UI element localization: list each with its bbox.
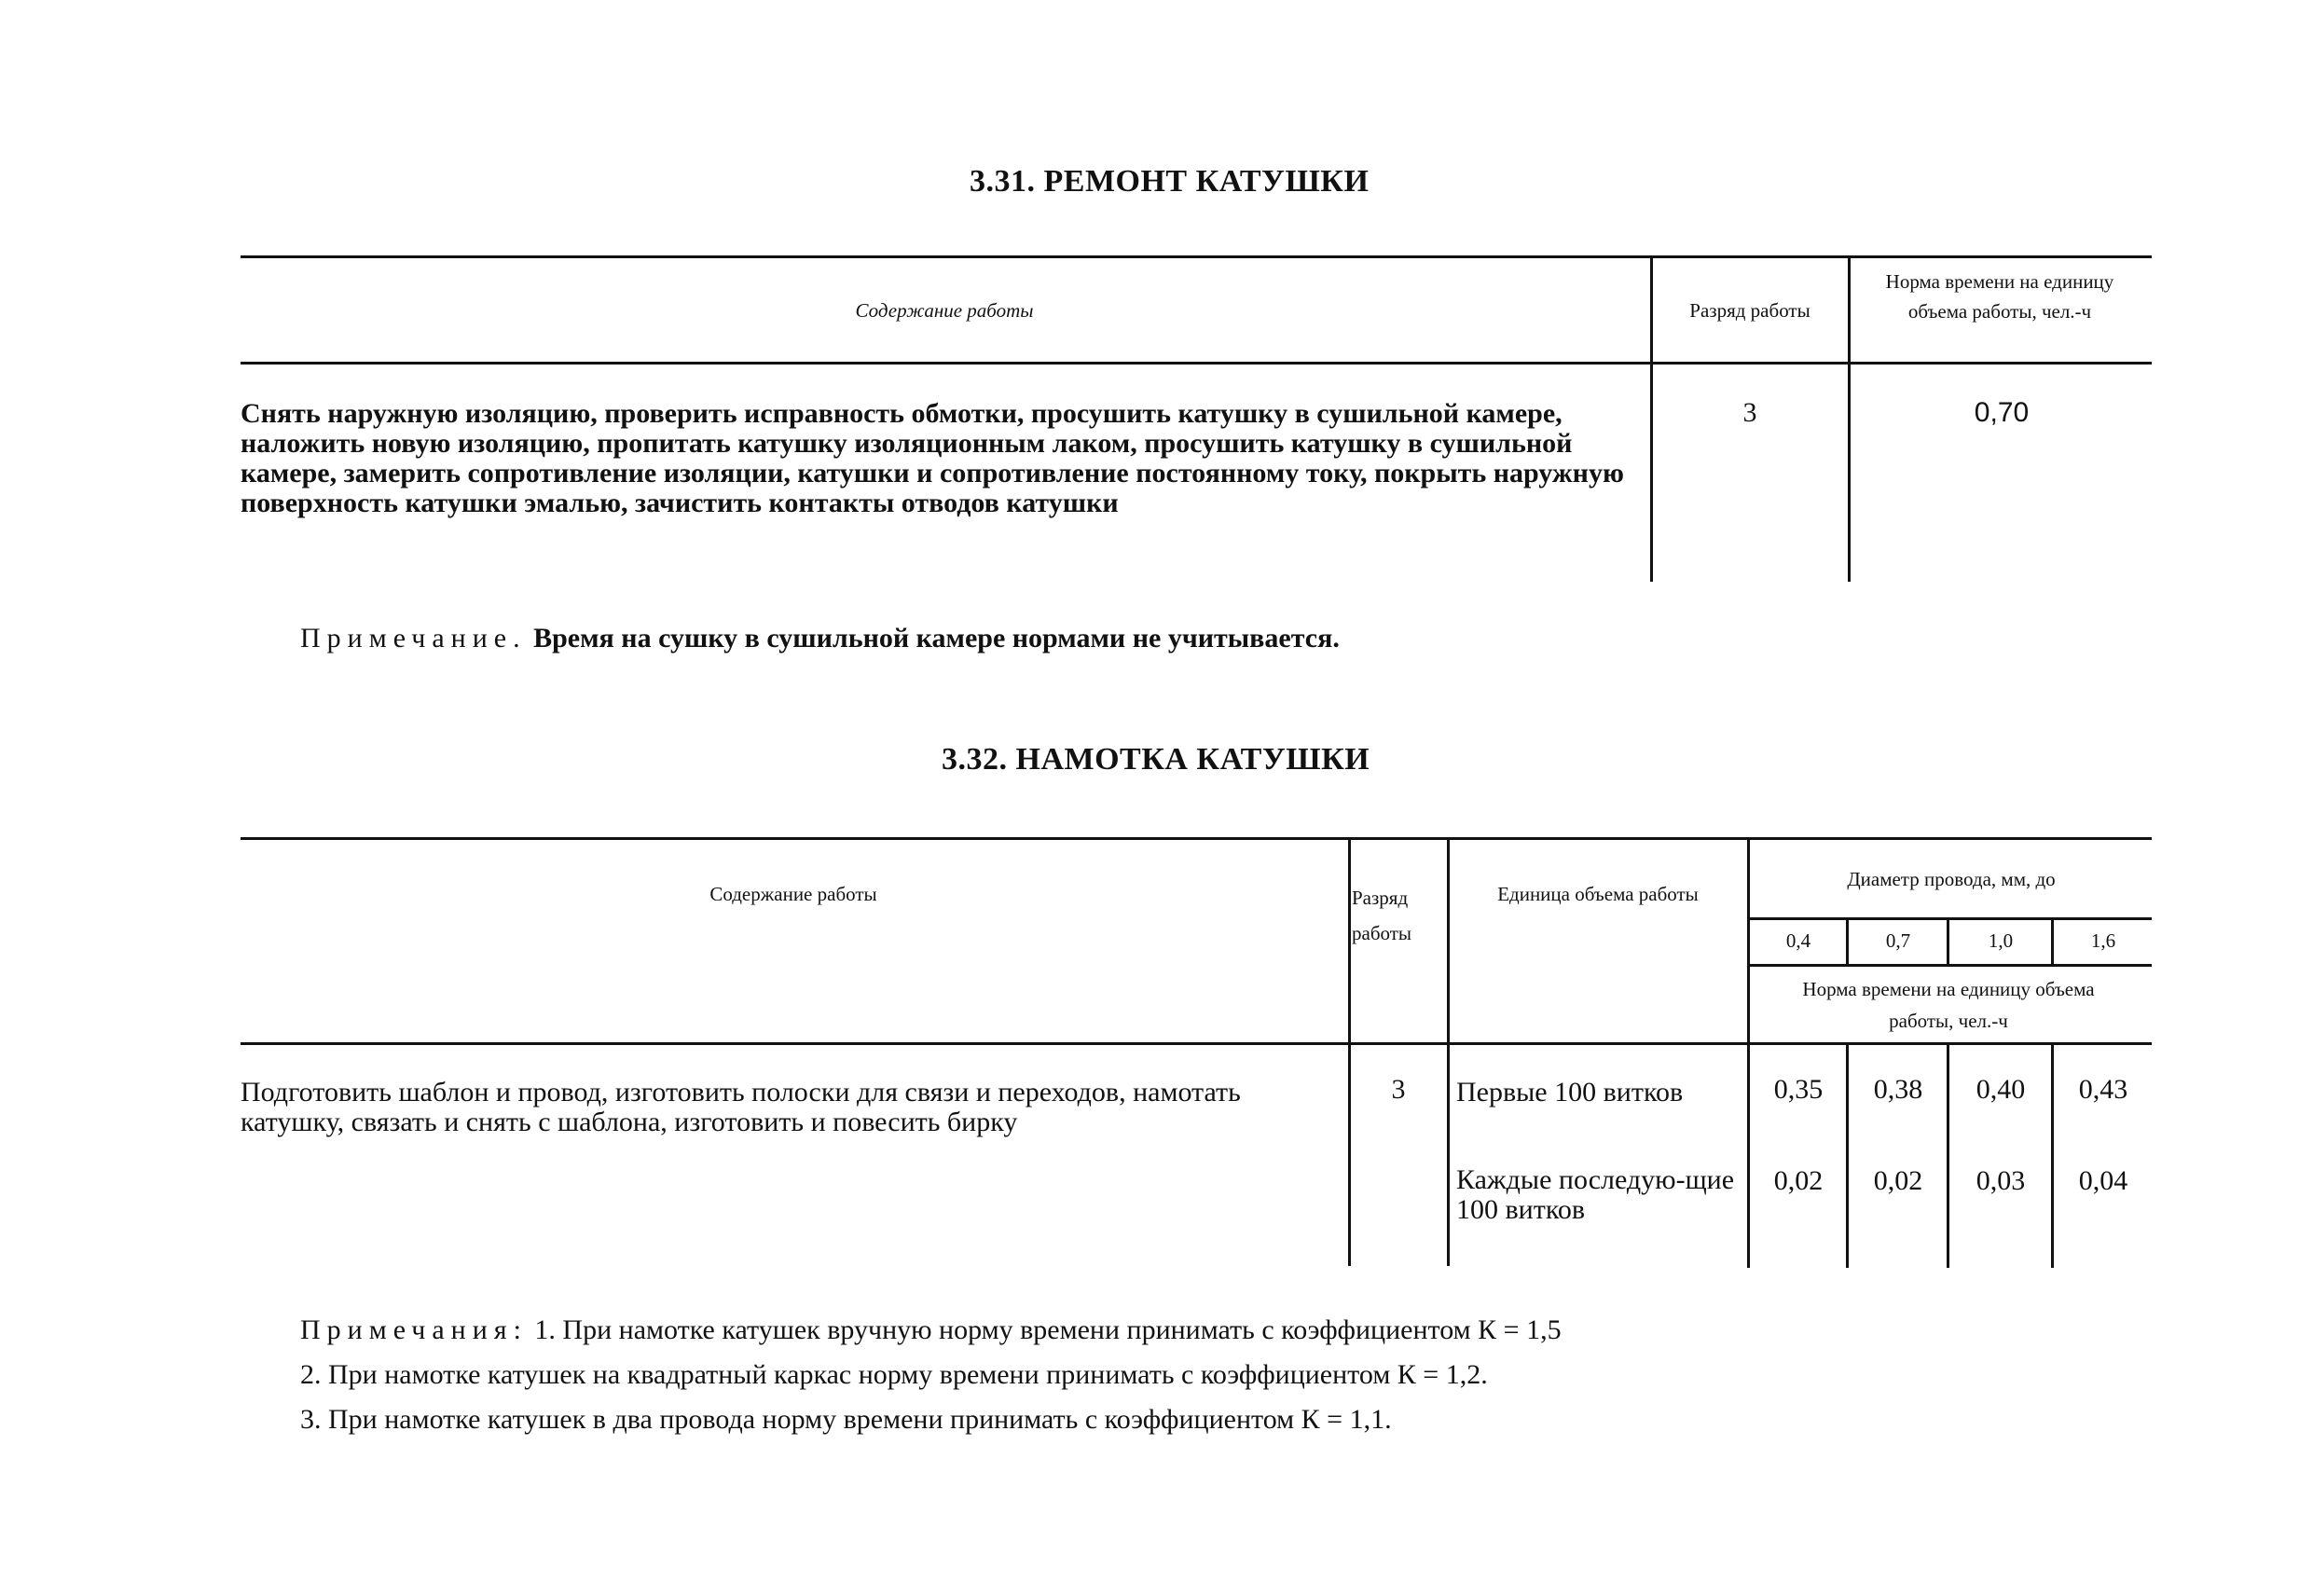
header-diameter-1-6: 1,6 bbox=[2090, 929, 2116, 952]
winding-note-2: 2. При намотке катушек на квадратный каркас норму времени принимать с коэффициентом К = 1,2. bbox=[300, 1359, 1488, 1390]
table-header-rule bbox=[241, 362, 2152, 365]
table-top-rule bbox=[241, 255, 2152, 258]
value-next-0-4: 0,02 bbox=[1773, 1165, 1824, 1196]
column-divider bbox=[1747, 837, 1750, 1268]
header-content: Содержание работы bbox=[709, 883, 877, 905]
section-title-winding: 3.32. НАМОТКА КАТУШКИ bbox=[942, 742, 1370, 777]
value-first-1-0: 0,40 bbox=[1976, 1074, 2026, 1105]
section-title-repair: 3.31. РЕМОНТ КАТУШКИ bbox=[970, 164, 1370, 199]
value-next-1-0: 0,03 bbox=[1976, 1165, 2026, 1196]
row-grade: 3 bbox=[1391, 1074, 1406, 1105]
header-diameter-0-7: 0,7 bbox=[1885, 929, 1911, 952]
table-top-rule bbox=[241, 837, 2152, 840]
header-norm: Норма времени на единицу объема работы, чел.-ч bbox=[1885, 270, 2114, 323]
table-header-rule bbox=[241, 1042, 2152, 1045]
diameter-values-rule bbox=[1749, 964, 2152, 967]
row-unit-first: Первые 100 витков bbox=[1456, 1077, 1684, 1108]
header-grade: Разряд работы bbox=[1352, 887, 1412, 944]
column-divider bbox=[1447, 837, 1450, 1266]
repair-note bbox=[300, 623, 1340, 654]
header-norm: Норма времени на единицу объема работы, чел.-ч bbox=[1802, 978, 2095, 1032]
header-diameter-0-4: 0,4 bbox=[1785, 929, 1811, 952]
header-grade: Разряд работы bbox=[1689, 299, 1810, 322]
column-divider bbox=[1846, 917, 1849, 966]
header-diameter: Диаметр провода, мм, до bbox=[1847, 868, 2056, 890]
column-divider bbox=[2051, 1044, 2054, 1268]
column-divider bbox=[1846, 1044, 1849, 1268]
row-grade: 3 bbox=[1742, 397, 1757, 428]
row-content: Подготовить шаблон и провод, изготовить полоски для связи и переходов, намотать катушку, связать и снять с шаблона, изготовить и повесить бирку bbox=[241, 1077, 1241, 1137]
row-unit-next: Каждые последую-щие 100 витков bbox=[1456, 1164, 1735, 1225]
value-first-0-7: 0,38 bbox=[1873, 1074, 1923, 1105]
value-first-1-6: 0,43 bbox=[2078, 1074, 2128, 1105]
header-unit: Единица объема работы bbox=[1497, 883, 1699, 905]
diameter-rule bbox=[1749, 917, 2152, 920]
note-1-text: 1. При намотке катушек вручную норму времени принимать с коэффициентом К = 1,5 bbox=[534, 1314, 1562, 1345]
value-first-0-4: 0,35 bbox=[1773, 1074, 1824, 1105]
value-next-1-6: 0,04 bbox=[2078, 1165, 2128, 1196]
row-content: Снять наружную изоляцию, проверить исправность обмотки, просушить катушку в сушильной камере, наложить новую изоляцию, пропитать катушку изоляционным лаком, просушить катушку в сушильной камере, замерить сопротивление изоляции, катушки и сопротивление постоянному току, покрыть наружную поверхность катушки эмалью, зачистить контакты отводов катушки bbox=[241, 398, 1624, 518]
column-divider bbox=[1947, 917, 1949, 966]
note-text: Время на сушку в сушильной камере нормами не учитывается. bbox=[533, 623, 1340, 654]
column-divider bbox=[1650, 255, 1653, 582]
winding-note-3: 3. При намотке катушек в два провода норму времени принимать с коэффициентом К = 1,1. bbox=[300, 1404, 1392, 1435]
header-diameter-1-0: 1,0 bbox=[1988, 929, 2014, 952]
column-divider bbox=[1947, 1044, 1949, 1268]
winding-note-1 bbox=[300, 1314, 1562, 1346]
row-norm: 0,70 bbox=[1974, 397, 2030, 428]
value-next-0-7: 0,02 bbox=[1873, 1165, 1923, 1196]
note-label: Примечание. bbox=[300, 623, 527, 654]
column-divider bbox=[1848, 255, 1851, 582]
header-content: Содержание работы bbox=[855, 299, 1034, 322]
notes-label: Примечания: bbox=[300, 1314, 528, 1345]
column-divider bbox=[1348, 837, 1351, 1266]
column-divider bbox=[2051, 917, 2054, 966]
